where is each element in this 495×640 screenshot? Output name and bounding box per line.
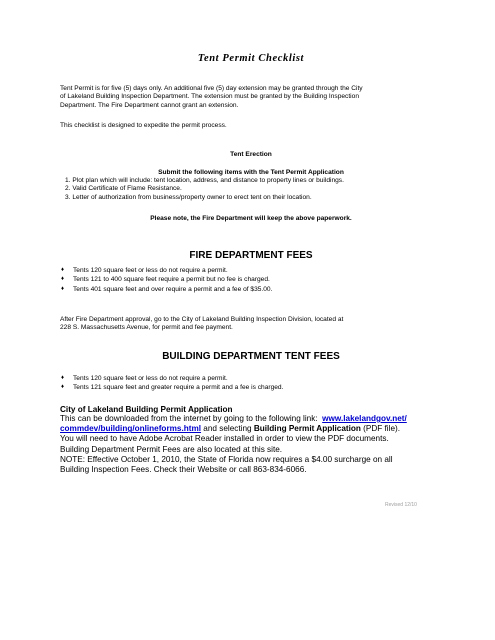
list-item [60,285,442,294]
after-approval-line: 228 S. Massachusetts Avenue, for permit and fee payment. [60,324,233,332]
diamond-bullet-icon: ♦ [61,384,65,391]
list-item-text: Tents 120 square feet or less do not require a permit. [73,375,228,382]
diamond-bullet-icon: ♦ [61,276,65,283]
list-item-text: Tents 120 square feet or less do not require a permit. [73,267,228,274]
application-line: commdev/building/onlineforms.html and selecting Building Permit Application (PDF file). [60,424,400,434]
diamond-bullet-icon: ♦ [61,267,65,273]
after-approval-paragraph [60,316,442,333]
tent-erection-list [65,177,442,202]
list-item [60,374,442,383]
list-item-text: Tents 121 to 400 square feet require a permit but no fee is charged. [73,276,270,284]
list-item: 1. Plot plan which will include: tent location, address, and distance to property lines or buildings. [65,177,344,184]
list-item [60,266,442,275]
diamond-bullet-icon: ♦ [61,285,65,292]
intro-paragraph [60,85,442,110]
revised-date: Revised 12/10 [385,502,417,508]
application-line: NOTE: Effective October 1, 2010, the State of Florida now requires a $4.00 surcharge on all [60,454,393,464]
building-fees-list [60,374,442,393]
building-fees-heading: BUILDING DEPARTMENT TENT FEES [162,351,340,362]
list-item-text: Tents 121 square feet and greater require a permit and a fee is charged. [73,384,284,392]
application-line: Building Inspection Fees. Check their Website or call 863-834-6066. [60,465,307,475]
diamond-bullet-icon: ♦ [61,375,65,381]
application-heading: City of Lakeland Building Permit Application [60,405,233,414]
application-line: You will need to have Adobe Acrobat Reader installed in order to view the PDF documents. [60,434,389,444]
list-item [60,383,442,392]
tent-erection-heading: Tent Erection [230,151,272,158]
page-title: Tent Permit Checklist [197,53,305,64]
submit-heading: Submit the following items with the Tent Permit Application [158,169,344,176]
checklist-note: This checklist is designed to expedite the permit process. [60,122,227,129]
list-item-text: Tents 401 square feet and over require a permit and a fee of $35.00. [73,285,273,293]
intro-line: of Lakeland Building Inspection Department. The extension must be granted by the Building Inspection [60,93,359,101]
fire-fees-list [60,266,442,294]
fire-fees-heading: FIRE DEPARTMENT FEES [189,250,313,261]
lakeland-link[interactable]: www.lakelandgov.net/ [322,414,407,423]
application-line: This can be downloaded from the internet by going to the following link: www.lakelandgov.net/ [60,414,407,423]
list-item: 2. Valid Certificate of Flame Resistance. [65,185,182,193]
paperwork-note: Please note, the Fire Department will keep the above paperwork. [150,215,352,222]
onlineforms-link[interactable]: commdev/building/onlineforms.html [60,424,202,434]
form-name: Building Permit Application [253,424,361,434]
after-approval-line: After Fire Department approval, go to the City of Lakeland Building Inspection Division, located at [60,316,344,323]
list-item [60,275,442,284]
application-line: Building Department Permit Fees are also located at this site. [60,444,283,454]
intro-line: Tent Permit is for five (5) days only. An additional five (5) day extension may be granted through the City [60,85,363,92]
application-paragraph [60,414,442,475]
intro-line: Department. The Fire Department cannot grant an extension. [60,101,239,109]
list-item: 3. Letter of authorization from business/property owner to erect tent on their location. [65,193,312,201]
